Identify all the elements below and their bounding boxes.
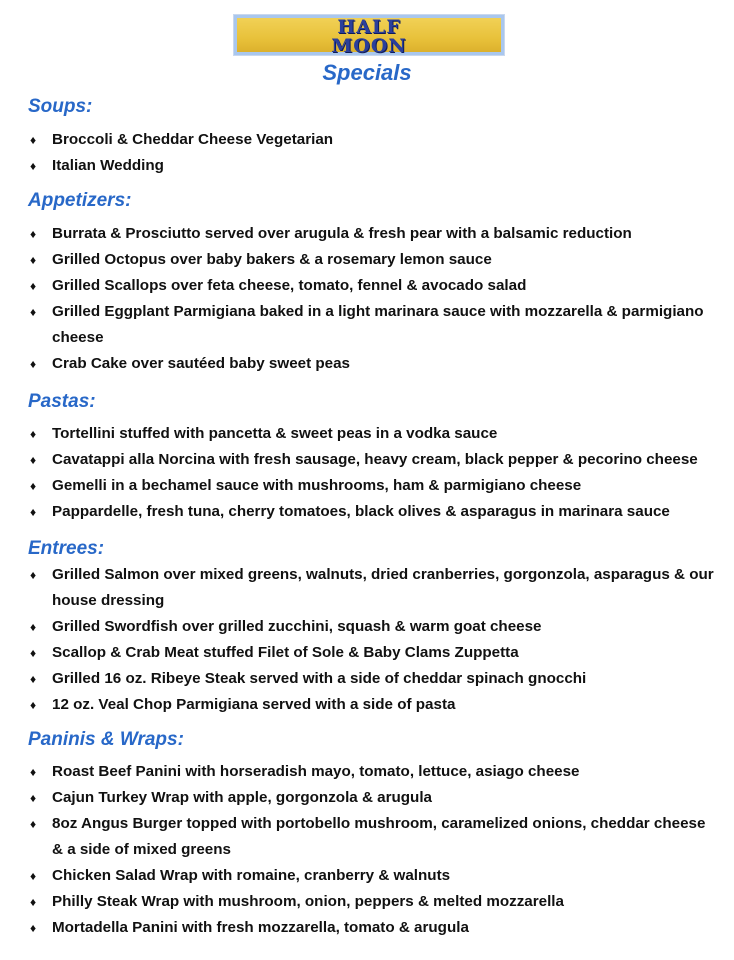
section-heading-soups: Soups: [28,96,93,117]
bullet-icon: ♦ [30,505,37,519]
list-item: ♦ Burrata & Prosciutto served over arugula & fresh pear with a balsamic reduction [30,221,720,247]
bullet-icon: ♦ [30,253,37,267]
bullet-icon: ♦ [30,279,37,293]
bullet-icon: ♦ [30,453,37,467]
bullet-icon: ♦ [30,895,37,909]
bullet-icon: ♦ [30,620,37,634]
bullet-icon: ♦ [30,133,37,147]
bullet-icon: ♦ [30,305,37,319]
list-item: ♦ Tortellini stuffed with pancetta & sweet peas in a vodka sauce [30,421,720,447]
list-item: ♦ Grilled Octopus over baby bakers & a rosemary lemon sauce [30,247,720,273]
restaurant-logo [233,14,505,56]
bullet-icon: ♦ [30,646,37,660]
bullet-icon: ♦ [30,568,37,582]
pastas-list [30,421,720,525]
bullet-icon: ♦ [30,921,37,935]
list-item: ♦ Crab Cake over sautéed baby sweet peas [30,351,720,377]
list-item: ♦ Roast Beef Panini with horseradish mayo, tomato, lettuce, asiago cheese [30,759,720,785]
list-item: ♦ Scallop & Crab Meat stuffed Filet of Sole & Baby Clams Zuppetta [30,640,720,666]
section-heading-paninis-wraps: Paninis & Wraps: [28,729,184,750]
logo-line-1: HALF [337,16,401,38]
logo-line-2: MOON [331,35,407,57]
page-title: Specials [322,60,412,85]
appetizers-list [30,221,720,377]
bullet-icon: ♦ [30,817,37,831]
list-item: ♦ Grilled Eggplant Parmigiana baked in a light marinara sauce with mozzarella & parmigiano cheese [30,299,720,351]
bullet-icon: ♦ [30,159,37,173]
list-item: ♦ Chicken Salad Wrap with romaine, cranberry & walnuts [30,863,720,889]
bullet-icon: ♦ [30,479,37,493]
list-item: ♦ Grilled Scallops over feta cheese, tomato, fennel & avocado salad [30,273,720,299]
bullet-icon: ♦ [30,791,37,805]
section-heading-appetizers: Appetizers: [28,190,132,211]
list-item: ♦ Pappardelle, fresh tuna, cherry tomatoes, black olives & asparagus in marinara sauce [30,499,720,525]
section-heading-pastas: Pastas: [28,391,96,412]
list-item: ♦ Cajun Turkey Wrap with apple, gorgonzola & arugula [30,785,720,811]
list-item: ♦ Grilled 16 oz. Ribeye Steak served with a side of cheddar spinach gnocchi [30,666,720,692]
bullet-icon: ♦ [30,227,37,241]
entrees-list [30,562,720,718]
list-item: ♦ Italian Wedding [30,153,720,179]
list-item: ♦ 8oz Angus Burger topped with portobello mushroom, caramelized onions, cheddar cheese & a side of mixed greens [30,811,720,863]
list-item: ♦ Cavatappi alla Norcina with fresh sausage, heavy cream, black pepper & pecorino cheese [30,447,720,473]
bullet-icon: ♦ [30,869,37,883]
paninis-wraps-list [30,759,720,941]
list-item: ♦ Philly Steak Wrap with mushroom, onion, peppers & melted mozzarella [30,889,720,915]
list-item: ♦ 12 oz. Veal Chop Parmigiana served with a side of pasta [30,692,720,718]
bullet-icon: ♦ [30,765,37,779]
bullet-icon: ♦ [30,357,37,371]
bullet-icon: ♦ [30,672,37,686]
list-item: ♦ Mortadella Panini with fresh mozzarella, tomato & arugula [30,915,720,941]
list-item: ♦ Broccoli & Cheddar Cheese Vegetarian [30,127,720,153]
section-heading-entrees: Entrees: [28,538,105,559]
list-item: ♦ Gemelli in a bechamel sauce with mushrooms, ham & parmigiano cheese [30,473,720,499]
soups-list [30,127,720,179]
bullet-icon: ♦ [30,427,37,441]
list-item: ♦ Grilled Salmon over mixed greens, walnuts, dried cranberries, gorgonzola, asparagus & our house dressing [30,562,720,614]
list-item: ♦ Grilled Swordfish over grilled zucchini, squash & warm goat cheese [30,614,720,640]
bullet-icon: ♦ [30,698,37,712]
